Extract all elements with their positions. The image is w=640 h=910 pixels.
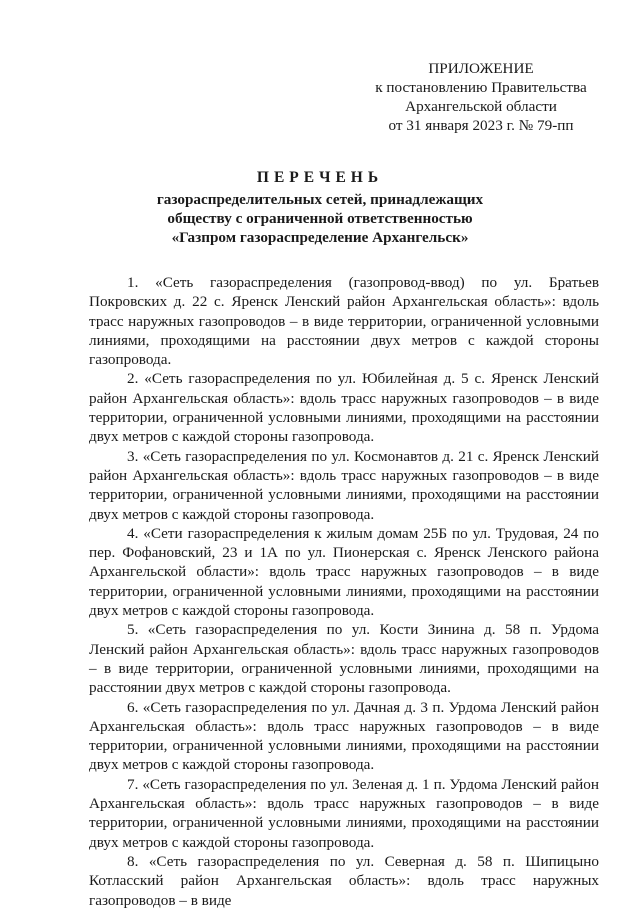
list-item: 7. «Сеть газораспределения по ул. Зеленая д. 1 п. Урдома Ленский район Архангельская область»: вдоль трасс наружных газопроводов – в виде территории, ограниченной условными линиями, проходящими на расстоянии двух метров с каждой стороны газопровода. <box>89 775 599 851</box>
list-item: 4. «Сети газораспределения к жилым домам 25Б по ул. Трудовая, 24 по пер. Фофановский, 23 и 1А по ул. Пионерская с. Яренск Ленского района Архангельской области»: вдоль трасс наружных газопроводов – в виде территории, ограниченной условными линиями, проходящими на расстоянии двух метров с каждой стороны газопровода. <box>89 524 599 620</box>
annex-line-1: к постановлению Правительства <box>375 79 587 96</box>
annex-line-2: Архангельской области <box>405 98 557 115</box>
heading-line-1: газораспределительных сетей, принадлежащих <box>156 191 484 208</box>
list-item: 3. «Сеть газораспределения по ул. Космонавтов д. 21 с. Яренск Ленский район Архангельская область»: вдоль трасс наружных газопроводов – в виде территории, ограниченной условными линиями, проходящими на расстоянии двух метров с каждой стороны газопровода. <box>89 447 599 523</box>
list-item: 5. «Сеть газораспределения по ул. Кости Зинина д. 58 п. Урдома Ленский район Архангельская область»: вдоль трасс наружных газопроводов – в виде территории, ограниченной условными линиями, проходящими на расстоянии двух метров с каждой стороны газопровода. <box>89 621 599 697</box>
network-list <box>89 273 599 910</box>
document-heading <box>100 168 540 247</box>
annex-title: ПРИЛОЖЕНИЕ <box>428 60 534 77</box>
list-item: 8. «Сеть газораспределения по ул. Северная д. 58 п. Шипицыно Котласский район Архангельская область»: вдоль трасс наружных газопроводов – в виде <box>89 852 599 909</box>
list-item: 6. «Сеть газораспределения по ул. Дачная д. 3 п. Урдома Ленский район Архангельская область»: вдоль трасс наружных газопроводов – в виде территории, ограниченной условными линиями, проходящими на расстоянии двух метров с каждой стороны газопровода. <box>89 698 599 774</box>
list-item: 1. «Сеть газораспределения (газопровод-ввод) по ул. Братьев Покровских д. 22 с. Яренск Ленский район Архангельская область»: вдоль трасс наружных газопроводов – в виде территории, ограниченной условными линиями, проходящими на расстоянии двух метров с каждой стороны газопровода. <box>89 274 599 369</box>
annex-block <box>352 59 610 135</box>
document-title: ПЕРЕЧЕНЬ <box>256 169 384 186</box>
annex-line-3: от 31 января 2023 г. № 79-пп <box>388 117 574 134</box>
heading-line-3: «Газпром газораспределение Архангельск» <box>171 229 469 246</box>
heading-line-2: обществу с ограниченной ответственностью <box>167 210 473 227</box>
list-item: 2. «Сеть газораспределения по ул. Юбилейная д. 5 с. Яренск Ленский район Архангельская область»: вдоль трасс наружных газопроводов – в виде территории, ограниченной условными линиями, проходящими на расстоянии двух метров с каждой стороны газопровода. <box>89 370 599 446</box>
